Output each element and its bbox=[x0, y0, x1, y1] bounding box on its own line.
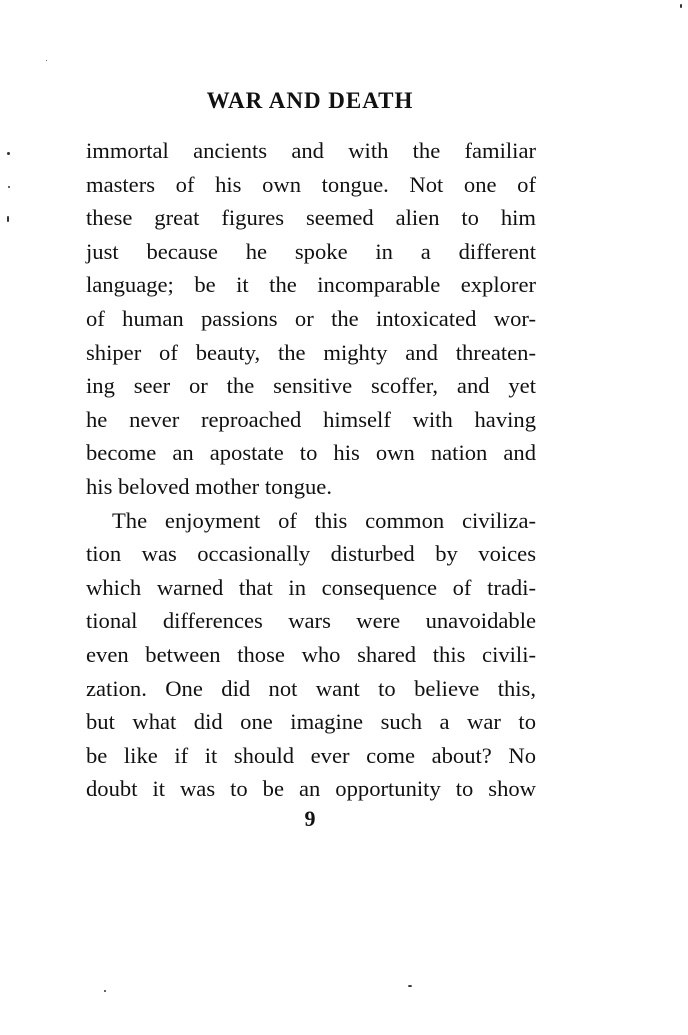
text-line: shiper of beauty, the mighty and threaten- bbox=[86, 339, 536, 365]
text-line: immortal ancients and with the familiar bbox=[86, 138, 536, 163]
text-line: but what did one imagine such a war to bbox=[86, 709, 536, 735]
scan-speck bbox=[408, 985, 412, 987]
text-line: these great figures seemed alien to him bbox=[86, 205, 536, 231]
page-number: 9 bbox=[304, 806, 316, 831]
text-line: masters of his own tongue. Not one of bbox=[86, 171, 536, 197]
text-line: just because he spoke in a different bbox=[86, 238, 536, 264]
text-line: which warned that in consequence of tradi- bbox=[86, 574, 536, 600]
text-line: he never reproached himself with having bbox=[86, 406, 536, 432]
text-line: tion was occasionally disturbed by voices bbox=[86, 541, 536, 567]
paragraph-1 bbox=[86, 134, 536, 504]
scan-speck bbox=[46, 60, 47, 61]
scan-speck bbox=[7, 216, 9, 222]
text-line: of human passions or the intoxicated wor- bbox=[86, 305, 536, 331]
text-line: zation. One did not want to believe this, bbox=[86, 675, 536, 701]
text-line: be like if it should ever come about? No bbox=[86, 742, 536, 768]
text-line: ing seer or the sensitive scoffer, and yet bbox=[86, 373, 536, 399]
text-line: The enjoyment of this common civiliza- bbox=[112, 507, 536, 533]
text-line: become an apostate to his own nation and bbox=[86, 440, 536, 466]
scan-speck bbox=[104, 990, 106, 992]
text-line: language; be it the incomparable explorer bbox=[86, 272, 536, 298]
text-line: doubt it was to be an opportunity to show bbox=[86, 776, 536, 802]
text-line: his beloved mother tongue. bbox=[86, 473, 332, 499]
text-line: even between those who shared this civili- bbox=[86, 641, 536, 667]
body-text bbox=[86, 134, 536, 806]
scan-speck bbox=[7, 152, 10, 155]
scan-speck bbox=[680, 4, 682, 8]
scan-speck bbox=[8, 186, 10, 188]
text-line: tional differences wars were unavoidable bbox=[86, 608, 536, 634]
running-title: WAR AND DEATH bbox=[206, 88, 414, 113]
paragraph-2 bbox=[86, 504, 536, 806]
